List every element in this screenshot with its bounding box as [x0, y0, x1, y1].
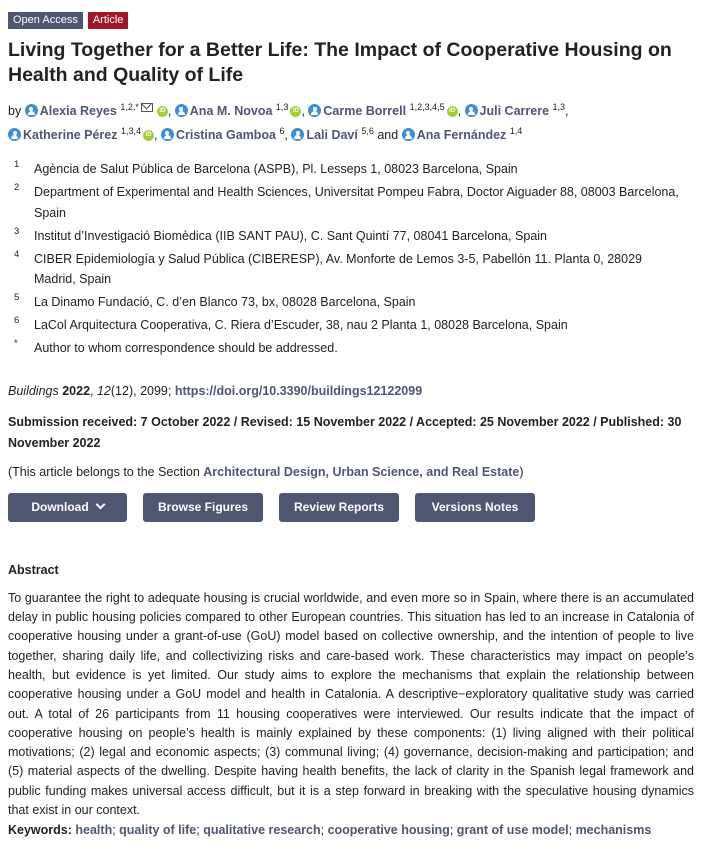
- author-entry[interactable]: [402, 128, 523, 142]
- author-affiliation-refs: 1,3: [275, 102, 289, 112]
- article-title: Living Together for a Better Life: The Impact of Cooperative Housing on Health and Quality of Life: [8, 39, 672, 86]
- affiliation-number: 1: [14, 159, 20, 171]
- author-entry[interactable]: [8, 128, 154, 142]
- affiliation-item: [8, 249, 694, 290]
- affiliation-text: Institut d’Investigació Biomèdica (IIB SANT PAU), C. Sant Quintí 77, 08041 Barcelona, Spain: [34, 228, 547, 243]
- versions-notes-button[interactable]: Versions Notes: [415, 493, 535, 522]
- author-name[interactable]: Ana Fernández: [416, 128, 507, 143]
- affiliation-item: [8, 292, 694, 313]
- affiliation-text: La Dinamo Fundació, C. d’en Blanco 73, bx, 08028 Barcelona, Spain: [34, 295, 416, 310]
- keywords: Keywords: health; quality of life; qualitative research; cooperative housing; grant of use model; mechanisms: [8, 823, 652, 838]
- author-name[interactable]: Lali Daví: [306, 128, 358, 143]
- journal-name: Buildings: [8, 383, 59, 398]
- author-affiliation-refs: 1,3: [552, 102, 566, 112]
- browse-figures-button[interactable]: Browse Figures: [143, 493, 263, 522]
- envelope-icon[interactable]: [141, 103, 153, 112]
- author-affiliation-refs: 1,3,4: [120, 126, 141, 137]
- affiliation-number: 2: [14, 182, 20, 194]
- citation-year: 2022: [62, 383, 91, 398]
- affiliation-text: CIBER Epidemiología y Salud Pública (CIBERESP), Av. Monforte de Lemos 3-5, Pabellón 11. Planta 0, 28029 Madrid, Spain: [34, 251, 642, 287]
- affiliation-text: Author to whom correspondence should be addressed.: [34, 341, 338, 356]
- citation: Buildings 2022, 12(12), 2099; https://doi.org/10.3390/buildings12122099: [8, 383, 423, 398]
- author-name[interactable]: Katherine Pérez: [23, 128, 118, 143]
- author-entry[interactable]: [465, 104, 565, 118]
- author-icon: [291, 128, 304, 141]
- author-entry[interactable]: [291, 128, 373, 142]
- author-name[interactable]: Juli Carrere: [479, 104, 550, 119]
- keyword-link[interactable]: quality of life: [119, 823, 197, 838]
- affiliation-number: 4: [14, 248, 20, 260]
- orcid-icon[interactable]: iD: [157, 106, 168, 117]
- affiliation-text: LaCol Arquitectura Cooperativa, C. Riera d’Escuder, 38, nau 2 Planta 1, 08028 Barcelona, Spain: [34, 318, 568, 333]
- affiliation-text: Department of Experimental and Health Sciences, Universitat Pompeu Fabra, Doctor Aiguader 88, 08003 Barcelona, Spain: [34, 185, 679, 220]
- keyword-link[interactable]: mechanisms: [575, 823, 652, 838]
- affiliation-item: [8, 226, 694, 247]
- affiliation-number: 3: [14, 225, 20, 237]
- author-name[interactable]: Carme Borrell: [323, 104, 407, 119]
- author-affiliation-refs: 6: [279, 126, 285, 137]
- affiliation-list: [8, 159, 694, 359]
- affiliation-item: [8, 159, 694, 180]
- abstract-text: To guarantee the right to adequate housing is crucial worldwide, and even more so in Spain, where there is an accumulated delay in public housing policies compared to other European countries. This situation has led to an increase in Catalonia of cooperative housing under a grant-of-use (GoU) model based on collective ownership, and the intention of people to live together, sharing daily life, and collectivizing risks and care-based work. These characteristics may impact on people’s health, but evidence is yet limited. Our study aims to explore the mechanisms that explain the relationship between cooperative housing under a GoU model and health in Catalonia. A descriptive−exploratory qualitative study was carried out. A total of 26 participants from 11 housing cooperatives were interviewed. Our results indicate that the impact of cooperative housing on people’s health is mainly explained by these components: (1) living aligned with their political motivations; (2) legal and economic aspects; (3) communal living; (4) governance, decision-making and participation; and (5) material aspects of the dwelling. Despite having health benefits, the lack of clarity in the Spanish legal framework and public funding makes universal access difficult, but it is a step forward in breaking with the speculative housing dynamics that exist in our context.: [8, 590, 694, 818]
- orcid-icon[interactable]: iD: [447, 106, 458, 117]
- citation-volume: 12: [96, 383, 111, 398]
- keywords-label: Keywords:: [8, 823, 72, 838]
- by-label: by: [8, 104, 22, 119]
- keyword-link[interactable]: cooperative housing: [327, 823, 450, 838]
- affiliation-text: Agència de Salut Pública de Barcelona (ASPB), Pl. Lesseps 1, 08023 Barcelona, Spain: [34, 162, 518, 177]
- affiliation-number: 5: [14, 292, 20, 304]
- doi-link[interactable]: https://doi.org/10.3390/buildings12122099: [174, 383, 423, 398]
- affiliation-item: [8, 338, 694, 359]
- affiliation-item: [8, 182, 694, 223]
- author-icon: [402, 128, 415, 141]
- badges: [8, 12, 694, 29]
- affiliation-number: *: [14, 338, 18, 350]
- author-icon: [308, 104, 321, 117]
- action-buttons: [8, 493, 694, 522]
- section-suffix: ): [519, 464, 524, 479]
- author-list: by Alexia Reyes $^{1,2,*}$ iD , Ana M. Novoa $^{1,3}$ iD , Carme Borrell $^{1,2,3,4,5}$ iD , Juli Carrere $^{1,3}$, Katherine Pérez $^{1,3,4}$ iD , Cristina Gamboa $^6$, Lali Daví $^{5,6}$ and Ana Fernández $^{1,4}$: [8, 102, 569, 143]
- article-page: [8, 12, 694, 840]
- author-entry[interactable]: [175, 104, 302, 118]
- section-note: [8, 463, 694, 481]
- author-icon: [25, 104, 38, 117]
- author-icon: [8, 128, 21, 141]
- publication-dates: Submission received: 7 October 2022 / Revised: 15 November 2022 / Accepted: 25 November 2022 / Published: 30 November 2022: [8, 414, 682, 450]
- author-icon: [175, 104, 188, 117]
- keyword-link[interactable]: qualitative research: [203, 823, 321, 838]
- keyword-link[interactable]: health: [75, 823, 113, 838]
- citation-issue-page: (12), 2099;: [110, 383, 172, 398]
- affiliation-item: [8, 315, 694, 336]
- section-link[interactable]: Architectural Design, Urban Science, and Real Estate: [203, 464, 520, 479]
- section-prefix: (This article belongs to the Section: [8, 464, 200, 479]
- keyword-link[interactable]: grant of use model: [456, 823, 569, 838]
- chevron-down-icon: [95, 499, 105, 509]
- author-name[interactable]: Cristina Gamboa: [175, 128, 276, 143]
- author-affiliation-refs: 1,2,3,4,5: [409, 102, 445, 112]
- author-icon: [465, 104, 478, 117]
- review-reports-button[interactable]: Review Reports: [279, 493, 399, 522]
- orcid-icon[interactable]: iD: [143, 130, 154, 141]
- author-name[interactable]: Ana M. Novoa: [189, 104, 273, 119]
- author-name[interactable]: Alexia Reyes: [39, 104, 117, 119]
- orcid-icon[interactable]: iD: [290, 106, 301, 117]
- author-affiliation-refs: 5,6: [361, 126, 374, 137]
- article-type-badge: Article: [88, 12, 129, 29]
- affiliation-number: 6: [14, 315, 20, 327]
- author-affiliation-refs: 1,4: [509, 126, 523, 137]
- author-entry[interactable]: [25, 104, 168, 118]
- author-icon: [161, 128, 174, 141]
- author-affiliation-refs: 1,2,*: [120, 102, 139, 112]
- and-label: and: [377, 128, 399, 143]
- author-entry[interactable]: [308, 104, 457, 118]
- abstract-heading: Abstract: [8, 562, 59, 577]
- open-access-badge[interactable]: Open Access: [8, 12, 83, 29]
- author-entry[interactable]: [161, 128, 285, 142]
- download-label: Download: [31, 499, 89, 514]
- download-button[interactable]: [8, 493, 127, 522]
